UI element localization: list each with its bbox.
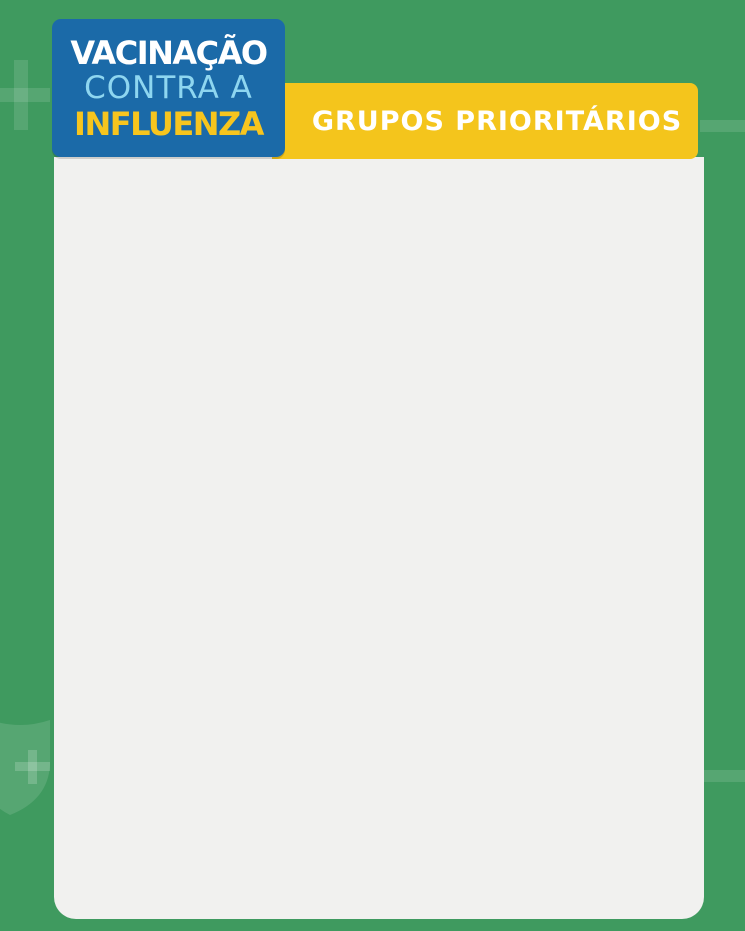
priority-groups-card [54, 157, 704, 919]
subtitle-banner [272, 83, 698, 159]
subtitle-text: GRUPOS PRIORITÁRIOS [311, 105, 683, 137]
campaign-title-box [52, 19, 285, 157]
shield-cross-icon [0, 710, 60, 820]
title-line-2: CONTRA A [84, 69, 253, 106]
background-cross-decoration [704, 770, 745, 782]
title-line-1: VACINAÇÃO [70, 33, 267, 72]
title-line-3: INFLUENZA [74, 104, 263, 143]
background-cross-decoration [700, 120, 745, 132]
background-cross-decoration [0, 88, 50, 102]
